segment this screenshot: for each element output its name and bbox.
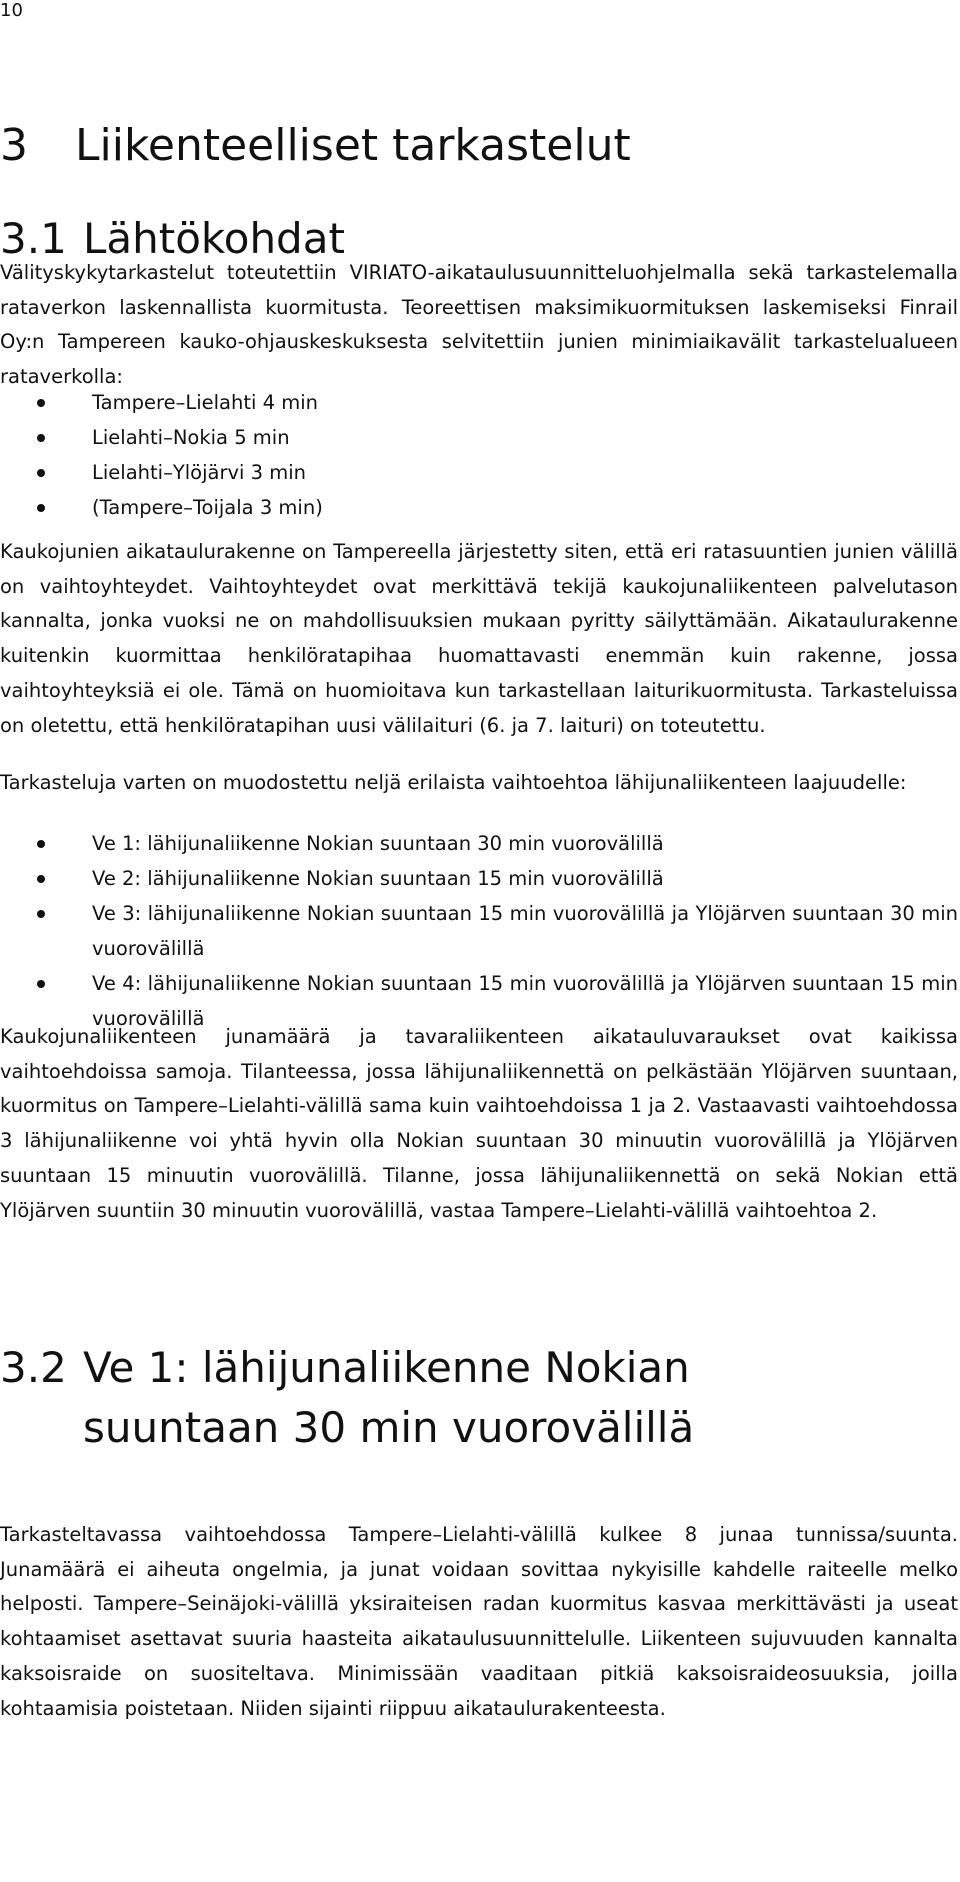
section-title: Liikenteelliset tarkastelut — [75, 120, 631, 171]
paragraph-scenario-notes: Kaukojunaliikenteen junamäärä ja tavaraliikenteen aikatauluvaraukset ovat kaikissa vaihtoehdoissa samoja. Tilanteessa, jossa lähijunaliikennettä on pelkästään Ylöjärven suuntaan, kuormitus on Tampere–Lielahti-välillä sama kuin vaihtoehdoissa 1 ja 2. Vastaavasti vaihtoehdossa 3 lähijunaliikenne voi yhtä hyvin olla Nokian suuntaan 30 minuutin vuorovälillä ja Ylöjärven suuntaan 15 minuutin vuorovälillä. Tilanne, jossa lähijunaliikennettä on sekä Nokian että Ylöjärven suuntiin 30 minuutin vuorovälillä, vastaa Tampere–Lielahti-välillä vaihtoehtoa 2. — [0, 1025, 958, 1222]
list-item: Ve 4: lähijunaliikenne Nokian suuntaan 15 min vuorovälillä ja Ylöjärven suuntaan 15 min vuorovälillä — [0, 966, 958, 1036]
bullet-icon — [37, 980, 45, 988]
alternatives-list — [0, 826, 958, 1036]
paragraph-alternatives-intro: Tarkasteluja varten on muodostettu neljä erilaista vaihtoehtoa lähijunaliikenteen laajuudelle: — [0, 771, 907, 794]
headway-list — [0, 385, 958, 525]
page-number: 10 — [0, 0, 23, 21]
bullet-icon — [37, 399, 45, 407]
section-number: 3 — [0, 120, 28, 171]
subsection-number: 3.2 — [0, 1343, 67, 1392]
list-item: Lielahti–Ylöjärvi 3 min — [0, 455, 958, 490]
list-item: Tampere–Lielahti 4 min — [0, 385, 958, 420]
subsection-number: 3.1 — [0, 214, 67, 263]
bullet-icon — [37, 469, 45, 477]
bullet-icon — [37, 840, 45, 848]
bullet-icon — [37, 504, 45, 512]
paragraph-ve1-analysis: Tarkasteltavassa vaihtoehdossa Tampere–Lielahti-välillä kulkee 8 junaa tunnissa/suunta. Junamäärä ei aiheuta ongelmia, ja junat voidaan sovittaa nykyisille kahdelle raiteelle melko helposti. Tampere–Seinäjoki-välillä yksiraiteisen radan kuormitus kasvaa merkittävästi ja useat kohtaamiset asettavat suuria haasteita aikataulusuunnittelulle. Liikenteen sujuvuuden kannalta kaksoisraide on suositeltava. Minimissään vaaditaan pitkiä kaksoisraideosuuksia, joilla kohtaamisia poistetaan. Niiden sijainti riippuu aikataulurakenteesta. — [0, 1523, 958, 1720]
subsection-heading-2 — [0, 1338, 883, 1458]
list-item: (Tampere–Toijala 3 min) — [0, 490, 958, 525]
list-item: Ve 2: lähijunaliikenne Nokian suuntaan 15 min vuorovälillä — [0, 861, 958, 896]
list-item: Ve 3: lähijunaliikenne Nokian suuntaan 15 min vuorovälillä ja Ylöjärven suuntaan 30 min vuorovälillä — [0, 896, 958, 966]
section-heading — [0, 118, 631, 174]
bullet-icon — [37, 875, 45, 883]
bullet-icon — [37, 910, 45, 918]
list-item: Lielahti–Nokia 5 min — [0, 420, 958, 455]
paragraph-intro: Välityskykytarkastelut toteutettiin VIRIATO-aikataulusuunnitteluohjelmalla sekä tarkastelemalla rataverkon laskennallista kuormitusta. Teoreettisen maksimikuormituksen laskemiseksi Finrail Oy:n Tampereen kauko-ohjauskeskuksesta selvitettiin junien minimiaikavälit tarkastelualueen rataverkolla: — [0, 261, 958, 389]
subsection-title: Lähtökohdat — [83, 214, 345, 263]
paragraph-timetable-structure: Kaukojunien aikataulurakenne on Tampereella järjestetty siten, että eri ratasuuntien junien välillä on vaihtoyhteydet. Vaihtoyhteydet ovat merkittävä tekijä kaukojunaliikenteen palvelutason kannalta, jonka vuoksi ne on mahdollisuuksien mukaan pyritty säilyttämään. Aikataulurakenne kuitenkin kuormittaa henkilöratapihaa huomattavasti enemmän kuin rakenne, jossa vaihtoyhteyksiä ei ole. Tämä on huomioitava kun tarkastellaan laiturikuormitusta. Tarkasteluissa on oletettu, että henkilöratapihan uusi välilaituri (6. ja 7. laituri) on toteutettu. — [0, 540, 958, 737]
list-item: Ve 1: lähijunaliikenne Nokian suuntaan 30 min vuorovälillä — [0, 826, 958, 861]
bullet-icon — [37, 434, 45, 442]
subsection-title: Ve 1: lähijunaliikenne Nokian suuntaan 30 min vuorovälillä — [83, 1343, 695, 1452]
